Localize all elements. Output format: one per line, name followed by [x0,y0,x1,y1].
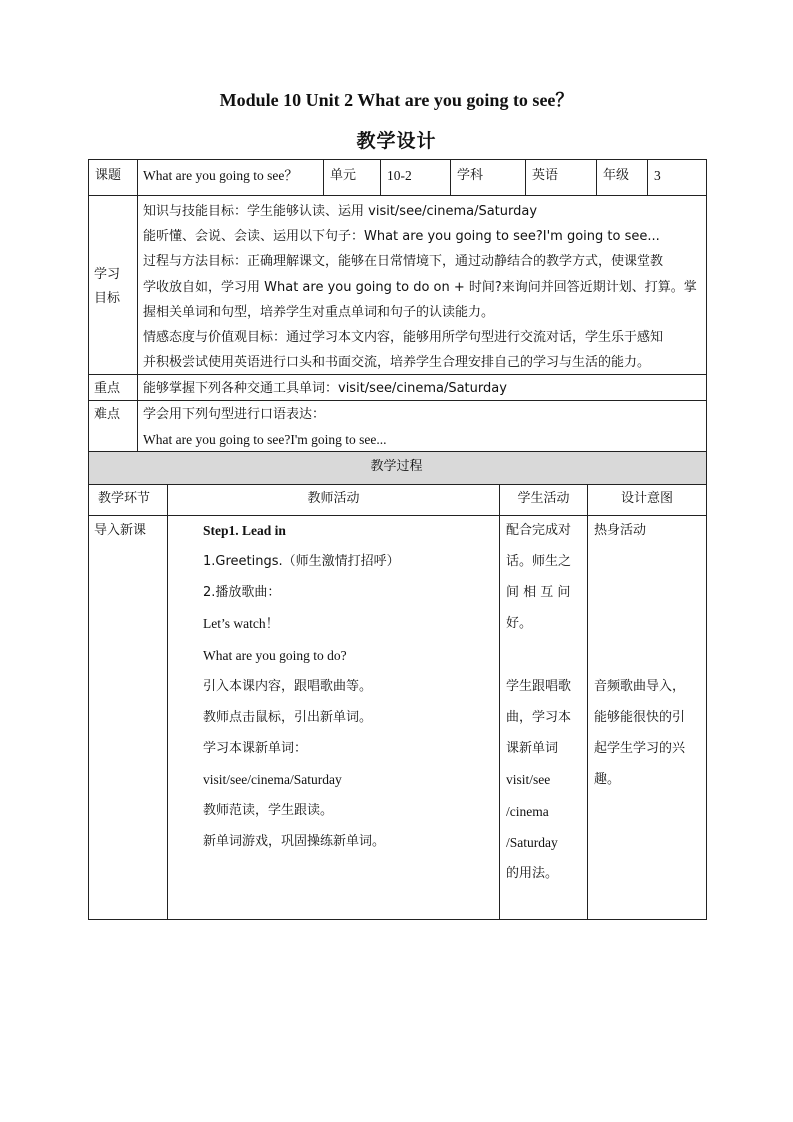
intent-line: 趣。 [594,772,621,787]
goal-line: 握相关单词和句型，培养学生对重点单词和句子的认读能力。 [143,305,495,320]
col-stage-header: 教学环节 [98,491,151,506]
goal-line: 知识与技能目标：学生能够认读、运用 visit/see/cinema/Saturday [143,204,538,219]
goals-label-2: 目标 [94,291,121,306]
rule [88,919,707,920]
teacher-line: 学习本课新单词： [203,741,308,756]
key-point-label: 重点 [94,381,121,396]
grade-label: 年级 [603,168,630,183]
goals-label-1: 学习 [94,267,121,282]
student-line: 话。师生之 [506,554,572,569]
goal-line: 并积极尝试使用英语进行口头和书面交流，培养学生合理安排自己的学习与生活的能力。 [143,355,651,370]
student-line: 好。 [506,616,533,631]
rule [587,484,588,920]
key-point-text: 能够掌握下列各种交通工具单词：visit/see/cinema/Saturday [143,381,507,396]
rule [88,159,89,920]
unit-label: 单元 [330,168,357,183]
rule [88,374,707,375]
goal-line: 情感态度与价值观目标：通过学习本文内容，能够用所学句型进行交流对话，学生乐于感知 [143,330,664,345]
teacher-line: 引入本课内容，跟唱歌曲等。 [203,679,373,694]
student-line: 的用法。 [506,866,559,881]
student-line: 间 相 互 问 [506,585,571,600]
teacher-line: 教师点击鼠标，引出新单词。 [203,710,373,725]
unit-value: 10-2 [387,168,412,183]
intent-line: 热身活动 [594,523,647,538]
col-intent-header: 设计意图 [620,491,673,506]
rule [380,159,381,195]
student-line: 学生跟唱歌 [506,679,572,694]
teacher-line: What are you going to do? [203,648,347,663]
rule [88,159,707,160]
intent-line: 能够能很快的引 [594,710,686,725]
rule [323,159,324,195]
difficulty-line-1: 学会用下列句型进行口语表达： [143,407,326,422]
teacher-line: 教师范读，学生跟读。 [203,803,334,818]
student-line: visit/see [506,772,551,787]
goal-line: 能听懂、会说、会读、运用以下句子：What are you going to see?I'm going to see... [143,229,660,244]
subject-label: 学科 [457,168,484,183]
goal-line: 过程与方法目标：正确理解课文，能够在日常情境下，通过动静结合的教学方式，使课堂教 [143,254,664,269]
stage-name: 导入新课 [94,523,147,538]
rule [706,159,707,920]
difficulty-label: 难点 [94,407,121,422]
difficulty-line-2: What are you going to see?I'm going to see... [143,432,387,447]
rule [137,159,138,195]
rule [450,159,451,195]
student-line: 曲，学习本 [506,710,572,725]
rule [88,195,707,196]
rule [647,159,648,195]
subject-value: 英语 [532,168,559,183]
col-student-header: 学生活动 [517,491,570,506]
student-line: 课新单词 [506,741,559,756]
student-line: /cinema [506,804,549,819]
grade-value: 3 [654,168,661,183]
teacher-line: 新单词游戏，巩固操练新单词。 [203,834,386,849]
intent-line: 起学生学习的兴 [594,741,686,756]
student-line: /Saturday [506,835,558,850]
rule [88,484,707,485]
rule [596,159,597,195]
teacher-line: 1.Greetings.（师生激情打招呼） [203,554,400,569]
teacher-line: visit/see/cinema/Saturday [203,772,342,787]
keti-label: 课题 [95,168,122,183]
teacher-line: Let’s watch！ [203,616,280,631]
teacher-line: 2.播放歌曲： [203,585,281,600]
rule [88,451,707,452]
rule [137,195,138,451]
document-title: Module 10 Unit 2 What are you going to see？ [219,90,574,110]
rule [525,159,526,195]
student-line: 配合完成对 [506,523,572,538]
goal-line: 学收放自如，学习用 What are you going to do on + 时间?来询问并回答近期计划、打算。掌 [143,280,697,295]
keti-value: What are you going to see？ [143,168,298,183]
document-subtitle: 教学设计 [356,130,437,152]
rule [88,515,707,516]
intent-line: 音频歌曲导入， [594,679,686,694]
process-header: 教学过程 [370,459,423,474]
rule [167,484,168,920]
col-teacher-header: 教师活动 [307,491,360,506]
teacher-step-title: Step1. Lead in [203,523,286,538]
rule [88,400,707,401]
rule [499,484,500,920]
